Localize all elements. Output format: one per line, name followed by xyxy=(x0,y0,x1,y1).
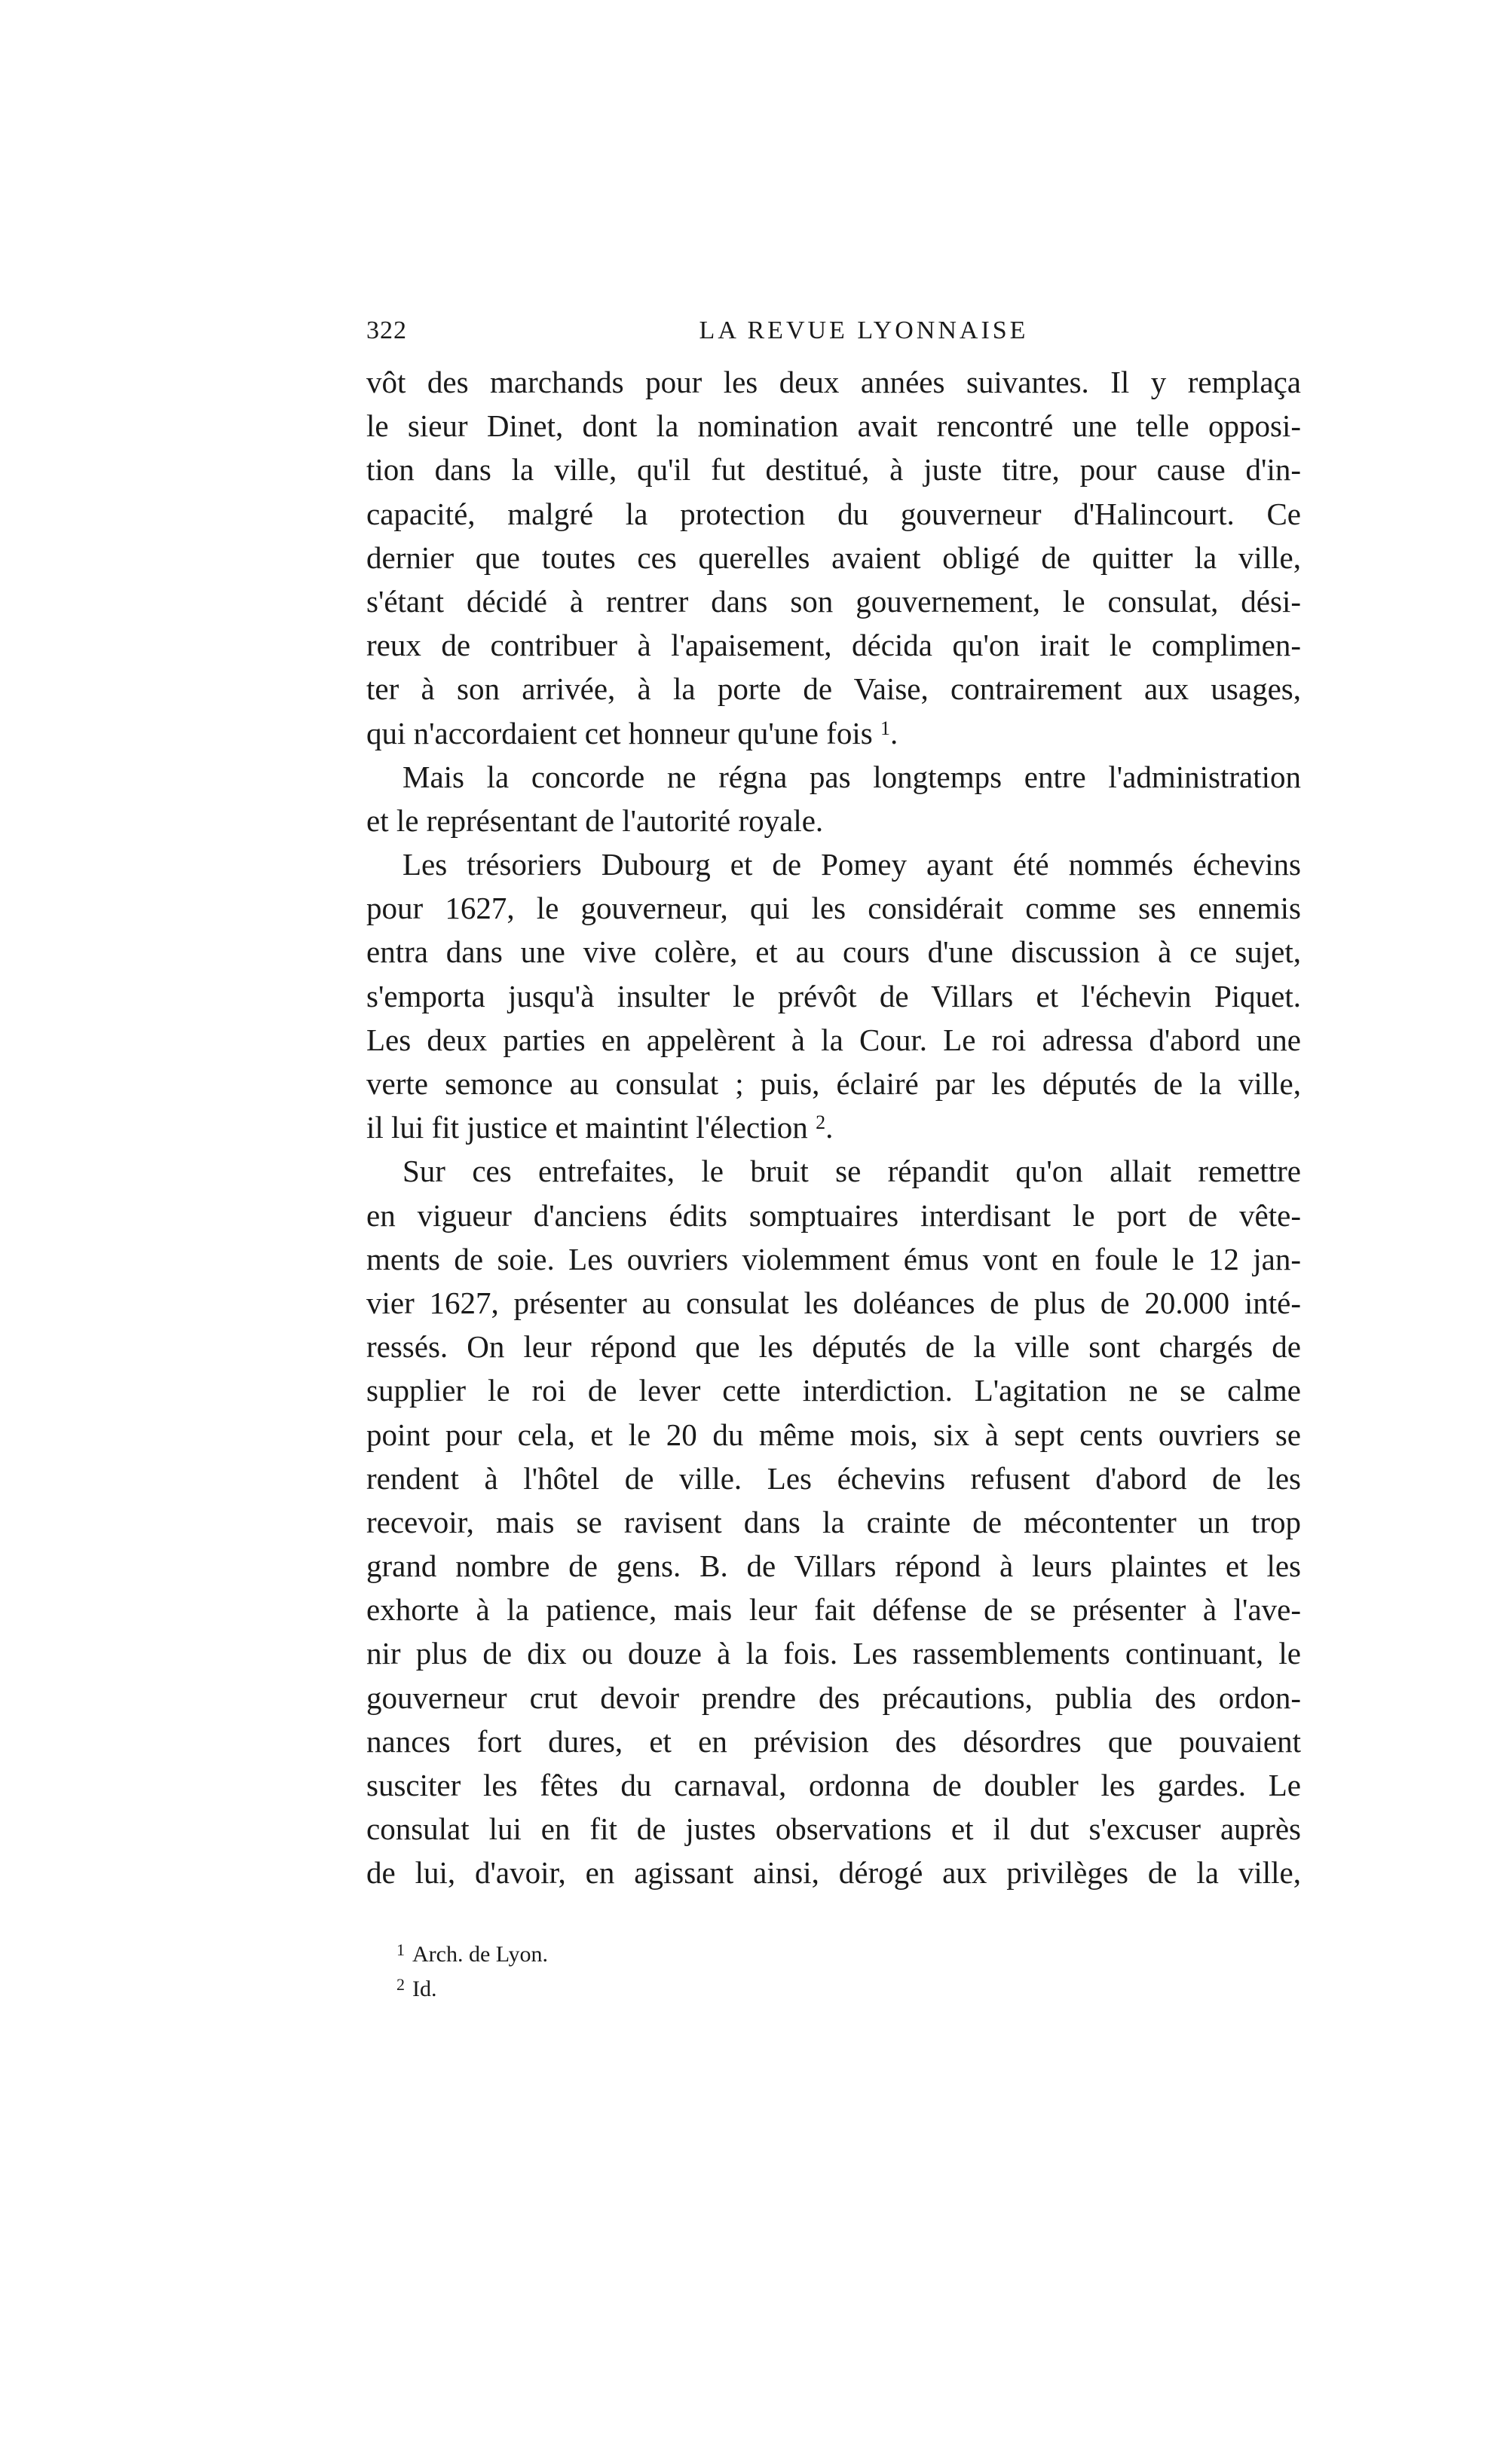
footnote-mark: 2 xyxy=(396,1975,405,1994)
text-line: et le représentant de l'autorité royale. xyxy=(366,802,824,838)
footnote-reference: 2 xyxy=(816,1111,826,1134)
text-line: Sur ces entrefaites, le bruit se répandit qu'on allait remettre xyxy=(403,1154,1301,1189)
text-line: susciter les fêtes du carnaval, ordonna de doubler les gardes. Le xyxy=(366,1768,1301,1802)
body-text xyxy=(366,360,1301,1895)
text-line: de lui, d'avoir, en agissant ainsi, dérogé aux privilèges de la ville, xyxy=(366,1855,1301,1891)
footnotes xyxy=(396,1935,924,2004)
footnote-text: Arch. de Lyon. xyxy=(412,1942,548,1967)
text-line: vôt des marchands pour les deux années suivantes. Il y remplaça xyxy=(366,365,1301,399)
text-line: vier 1627, présenter au consulat les doléances de plus de 20.000 inté- xyxy=(366,1285,1301,1320)
running-title: LA REVUE LYONNAISE xyxy=(699,316,1029,344)
text-line: gouverneur crut devoir prendre des précautions, publia des ordon- xyxy=(366,1680,1301,1715)
footnote xyxy=(396,1935,924,1970)
footnote xyxy=(396,1970,924,2004)
text-line: point pour cela, et le 20 du même mois, six à sept cents ouvriers se xyxy=(366,1417,1301,1452)
text-line: Les deux parties en appelèrent à la Cour. Le roi adressa d'abord une xyxy=(366,1022,1301,1057)
text-line-content: qui n'accordaient cet honneur qu'une fois xyxy=(366,715,873,751)
page-number: 322 xyxy=(366,316,407,344)
footnote-mark: 1 xyxy=(396,1940,405,1959)
text-line: ments de soie. Les ouvriers violemment émus vont en foule le 12 jan- xyxy=(366,1241,1301,1276)
text-line: nances fort dures, et en prévision des désordres que pouvaient xyxy=(366,1723,1301,1759)
text-line: il lui fit justice et maintint l'élection $^2$. xyxy=(366,1110,834,1145)
text-line: ressés. On leur répond que les députés de la ville sont chargés de xyxy=(366,1329,1301,1365)
text-line: recevoir, mais se ravisent dans la crainte de mécontenter un trop xyxy=(366,1504,1301,1539)
text-line-content: il lui fit justice et maintint l'élection xyxy=(366,1110,808,1145)
footnote-text: Id. xyxy=(412,1976,437,2001)
text-line: dernier que toutes ces querelles avaient obligé de quitter la ville, xyxy=(366,540,1301,575)
text-line: nir plus de dix ou douze à la fois. Les rassemblements continuant, le xyxy=(366,1636,1301,1671)
text-line: verte semonce au consulat ; puis, éclairé par les députés de la ville, xyxy=(366,1066,1301,1101)
text-line: ter à son arrivée, à la porte de Vaise, contrairement aux usages, xyxy=(366,671,1301,707)
text-line: entra dans une vive colère, et au cours d'une discussion à ce sujet, xyxy=(366,934,1301,970)
text-line: le sieur Dinet, dont la nomination avait rencontré une telle opposi- xyxy=(366,408,1301,444)
text-line: exhorte à la patience, mais leur fait défense de se présenter à l'ave- xyxy=(366,1592,1301,1628)
text-line: consulat lui en fit de justes observations et il dut s'excuser auprès xyxy=(366,1811,1301,1847)
text-line: capacité, malgré la protection du gouverneur d'Halincourt. Ce xyxy=(366,496,1301,531)
footnote-reference: 1 xyxy=(880,717,890,739)
text-line: rendent à l'hôtel de ville. Les échevins refusent d'abord de les xyxy=(366,1460,1301,1496)
text-line: qui n'accordaient cet honneur qu'une fois $^1$. xyxy=(366,715,898,751)
text-line: en vigueur d'anciens édits somptuaires interdisant le port de vête- xyxy=(366,1197,1301,1233)
text-line: reux de contribuer à l'apaisement, décida qu'on irait le complimen- xyxy=(366,628,1301,663)
text-line: s'étant décidé à rentrer dans son gouvernement, le consulat, dési- xyxy=(366,583,1301,619)
text-line: grand nombre de gens. B. de Villars répond à leurs plaintes et les xyxy=(366,1548,1301,1584)
text-line: Mais la concorde ne régna pas longtemps entre l'administration xyxy=(403,759,1301,794)
text-line: pour 1627, le gouverneur, qui les considérait comme ses ennemis xyxy=(366,891,1301,926)
text-line: Les trésoriers Dubourg et de Pomey ayant été nommés échevins xyxy=(403,847,1301,882)
text-line: supplier le roi de lever cette interdiction. L'agitation ne se calme xyxy=(366,1373,1301,1408)
text-line: s'emporta jusqu'à insulter le prévôt de Villars et l'échevin Piquet. xyxy=(366,978,1301,1013)
page-header xyxy=(366,316,1301,354)
text-line: tion dans la ville, qu'il fut destitué, à juste titre, pour cause d'in- xyxy=(366,452,1301,488)
